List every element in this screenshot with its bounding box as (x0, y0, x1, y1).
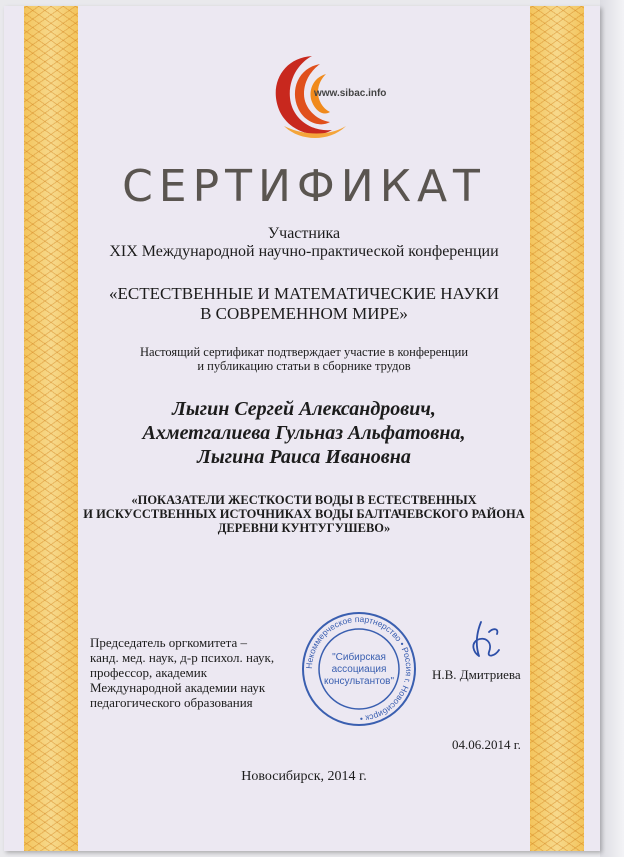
city-year: Новосибирск, 2014 г. (241, 769, 367, 784)
chair-line: Международной академии наук (90, 680, 266, 695)
author-list (78, 397, 530, 469)
author-name: Лыгин Сергей Александрович, (172, 398, 436, 420)
scan-edge (600, 0, 624, 857)
signer-name: Н.В. Дмитриева (432, 667, 521, 682)
conference-name-line-1: «ЕСТЕСТВЕННЫЕ И МАТЕМАТИЧЕСКИЕ НАУКИ (109, 284, 499, 303)
handwritten-signature-icon (459, 618, 507, 666)
participant-line: Участника (267, 225, 341, 242)
paper-title (78, 493, 530, 535)
confirmation-line-1: Настоящий сертификат подтверждает участие в конференции (139, 345, 469, 359)
conference-name (78, 284, 530, 324)
conference-number-line: XIX Международной научно-практической конференции (109, 243, 499, 260)
organization-stamp (300, 610, 418, 728)
stamp-center-line: ассоциация (331, 664, 387, 675)
certificate-title: СЕРТИФИКАТ (122, 161, 486, 212)
conference-name-line-2: В СОВРЕМЕННОМ МИРЕ» (200, 304, 408, 323)
chair-credentials (90, 635, 274, 710)
author-name: Лыгина Раиса Ивановна (197, 446, 411, 468)
paper-title-line-1: «ПОКАЗАТЕЛИ ЖЕСТКОСТИ ВОДЫ В ЕСТЕСТВЕННЫХ (131, 493, 477, 507)
paper-title-line-2: И ИСКУССТВЕННЫХ ИСТОЧНИКАХ ВОДЫ БАЛТАЧЕВСКОГО РАЙОНА (83, 507, 525, 521)
chair-line: профессор, академик (90, 665, 208, 680)
chair-line: канд. мед. наук, д-р психол. наук, (90, 650, 275, 665)
ornamental-border-right (530, 6, 584, 851)
stamp-ring-text: Некоммерческое партнерство • Россия г. Новосибирск • (303, 613, 415, 725)
chair-line: педагогического образования (90, 695, 253, 710)
confirmation-line-2: и публикацию статьи в сборнике трудов (197, 359, 411, 373)
issue-date: 04.06.2014 г. (452, 737, 521, 752)
certificate-paper (4, 6, 600, 851)
participant-caption (78, 225, 530, 261)
stamp-center-line: "Сибирская (332, 652, 386, 663)
stamp-center-line: консультантов" (323, 676, 395, 687)
logo-url: www.sibac.info (314, 88, 387, 99)
ornamental-border-left (24, 6, 78, 851)
chair-line: Председатель оргкомитета – (90, 635, 248, 650)
paper-title-line-3: ДЕРЕВНИ КУНТУГУШЕВО» (217, 521, 391, 535)
author-name: Ахметгалиева Гульназ Альфатовна, (142, 422, 466, 444)
confirmation-text (78, 345, 530, 373)
